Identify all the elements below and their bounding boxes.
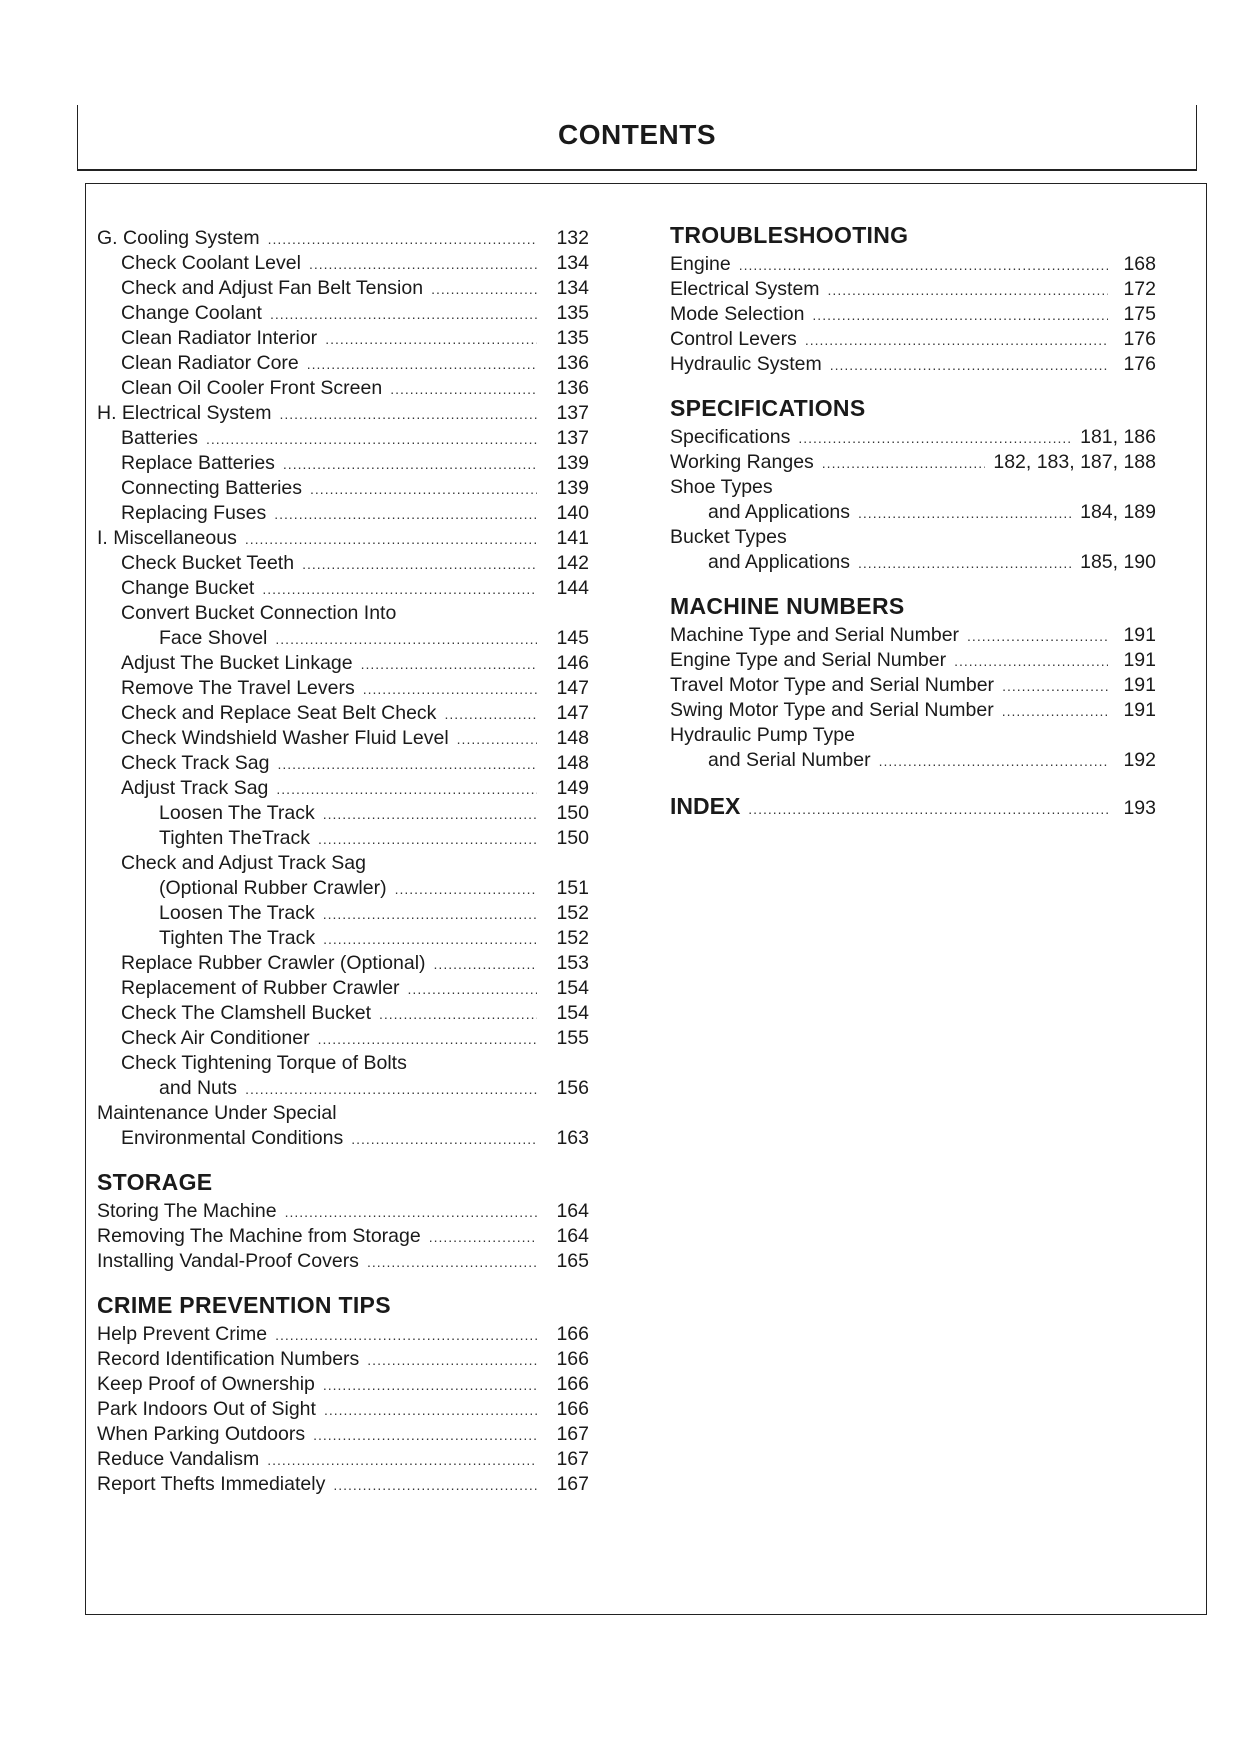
toc-entry-title: Maintenance Under Special: [97, 1102, 337, 1124]
toc-entry: [670, 352, 1156, 377]
dot-leader: [323, 1373, 537, 1398]
toc-entry-title: Engine: [670, 253, 731, 275]
toc-entry: [97, 1249, 589, 1274]
toc-entry-page: 139: [556, 477, 589, 499]
dot-leader: [245, 527, 537, 552]
dot-leader: [262, 577, 537, 602]
toc-entry-title: Keep Proof of Ownership: [97, 1373, 315, 1395]
toc-entry: [97, 651, 589, 676]
dot-leader: [310, 477, 537, 502]
toc-entry-title: Control Levers: [670, 328, 797, 350]
toc-entry: [97, 976, 589, 1001]
toc-entry: [97, 1051, 589, 1076]
toc-entry-page: 172: [1123, 278, 1156, 300]
toc-entry: [97, 626, 589, 651]
toc-entry-title: Connecting Batteries: [121, 477, 303, 499]
dot-leader: [333, 1473, 537, 1498]
dot-leader: [313, 1423, 537, 1448]
toc-entry: [670, 550, 1156, 575]
toc-entry: [97, 1001, 589, 1026]
index-entry: [670, 791, 1156, 821]
toc-entry-page: 152: [556, 927, 589, 949]
dot-leader: [275, 627, 537, 652]
toc-entry: [97, 1447, 589, 1472]
toc-entry-page: 191: [1123, 624, 1156, 646]
toc-entry: [670, 425, 1156, 450]
toc-entry: [670, 450, 1156, 475]
toc-entry-page: 149: [556, 777, 589, 799]
toc-entry: [97, 776, 589, 801]
toc-entry: [97, 551, 589, 576]
toc-entry: [97, 576, 589, 601]
toc-entry-title: Tighten TheTrack: [159, 827, 311, 849]
toc-entry-title: Engine Type and Serial Number: [670, 649, 947, 671]
toc-entry-page: 139: [556, 452, 589, 474]
toc-entry: [97, 1472, 589, 1497]
section-heading: MACHINE NUMBERS: [670, 593, 905, 619]
toc-entry-title: G. Cooling System: [97, 227, 260, 249]
toc-entry-title: Check Air Conditioner: [121, 1027, 310, 1049]
toc-entry-title: Shoe Types: [670, 476, 773, 498]
toc-entry: [97, 1026, 589, 1051]
dot-leader: [1002, 699, 1108, 724]
toc-entry: [670, 525, 1156, 550]
toc-entry-page: 167: [556, 1423, 589, 1445]
toc-entry: [97, 226, 589, 251]
toc-entry-title: Hydraulic System: [670, 353, 822, 375]
dot-leader: [285, 1200, 537, 1225]
toc-entry-page: 166: [556, 1398, 589, 1420]
toc-entry: [97, 951, 589, 976]
toc-entry-title: INDEX: [670, 793, 741, 819]
dot-leader: [739, 253, 1108, 278]
toc-entry-page: 136: [556, 377, 589, 399]
toc-entry-title: Convert Bucket Connection Into: [121, 602, 397, 624]
toc-entry-page: 165: [556, 1250, 589, 1272]
toc-entry: [670, 748, 1156, 773]
toc-entry: [670, 475, 1156, 500]
toc-entry-title: When Parking Outdoors: [97, 1423, 306, 1445]
toc-entry-title: Machine Type and Serial Number: [670, 624, 960, 646]
toc-entry-title: Loosen The Track: [159, 802, 315, 824]
toc-entry-title: Tighten The Track: [159, 927, 316, 949]
toc-entry-title: Help Prevent Crime: [97, 1323, 268, 1345]
dot-leader: [367, 1250, 537, 1275]
dot-leader: [828, 278, 1108, 303]
toc-entry: [97, 276, 589, 301]
toc-entry: [97, 251, 589, 276]
toc-entry: [97, 801, 589, 826]
dot-leader: [805, 328, 1108, 353]
dot-leader: [277, 752, 537, 777]
toc-entry-page: 134: [556, 252, 589, 274]
toc-entry-page: 137: [556, 402, 589, 424]
toc-entry: [97, 751, 589, 776]
toc-entry-title: Check Bucket Teeth: [121, 552, 295, 574]
page-title: CONTENTS: [558, 119, 716, 150]
toc-entry-page: 141: [556, 527, 589, 549]
toc-entry-title: Check Track Sag: [121, 752, 270, 774]
toc-entry-title: Clean Radiator Core: [121, 352, 299, 374]
dot-leader: [822, 451, 986, 476]
dot-leader: [307, 352, 537, 377]
toc-entry-page: 135: [556, 327, 589, 349]
toc-entry-title: Environmental Conditions: [121, 1127, 344, 1149]
toc-entry-page: 176: [1123, 328, 1156, 350]
toc-entry-title: Electrical System: [670, 278, 820, 300]
dot-leader: [812, 303, 1108, 328]
toc-entry: [670, 500, 1156, 525]
toc-entry-page: 137: [556, 427, 589, 449]
dot-leader: [323, 802, 537, 827]
toc-entry-page: 152: [556, 902, 589, 924]
dot-leader: [351, 1127, 537, 1152]
toc-entry: [97, 901, 589, 926]
toc-entry-page: 144: [556, 577, 589, 599]
dot-leader: [858, 551, 1072, 576]
dot-leader: [323, 902, 537, 927]
toc-entry: [670, 302, 1156, 327]
dot-leader: [429, 1225, 537, 1250]
dot-leader: [434, 952, 537, 977]
toc-entry-title: Change Bucket: [121, 577, 255, 599]
dot-leader: [444, 702, 537, 727]
toc-entry: [97, 1101, 589, 1126]
toc-entry: [97, 1372, 589, 1397]
toc-entry-title: Mode Selection: [670, 303, 805, 325]
toc-entry-page: 135: [556, 302, 589, 324]
toc-entry-title: Installing Vandal-Proof Covers: [97, 1250, 359, 1272]
toc-entry-title: Removing The Machine from Storage: [97, 1225, 421, 1247]
toc-entry-page: 164: [556, 1225, 589, 1247]
toc-entry-title: and Nuts: [159, 1077, 238, 1099]
toc-entry-title: Replacement of Rubber Crawler: [121, 977, 400, 999]
toc-entry: [97, 476, 589, 501]
toc-entry-title: Clean Radiator Interior: [121, 327, 318, 349]
dot-leader: [457, 727, 537, 752]
toc-entry-page: 168: [1123, 253, 1156, 275]
toc-entry: [670, 723, 1156, 748]
toc-entry-page: 150: [556, 802, 589, 824]
section-heading: TROUBLESHOOTING: [670, 222, 909, 248]
toc-entry-page: 132: [556, 227, 589, 249]
dot-leader: [267, 1448, 537, 1473]
toc-entry-page: 136: [556, 352, 589, 374]
toc-entry-page: 166: [556, 1323, 589, 1345]
toc-entry: [97, 526, 589, 551]
toc-entry-title: (Optional Rubber Crawler): [159, 877, 387, 899]
toc-entry: [97, 926, 589, 951]
toc-entry-page: 191: [1123, 649, 1156, 671]
dot-leader: [367, 1348, 537, 1373]
toc-entry-title: Check Tightening Torque of Bolts: [121, 1052, 407, 1074]
dot-leader: [830, 353, 1108, 378]
toc-entry-title: Reduce Vandalism: [97, 1448, 260, 1470]
left-column: [97, 226, 589, 1497]
dot-leader: [324, 1398, 537, 1423]
dot-leader: [858, 501, 1072, 526]
dot-leader: [309, 252, 537, 277]
toc-entry: [97, 851, 589, 876]
toc-entry-title: Replacing Fuses: [121, 502, 267, 524]
dot-leader: [954, 649, 1108, 674]
toc-entry: [670, 623, 1156, 648]
toc-entry-title: Record Identification Numbers: [97, 1348, 360, 1370]
dot-leader: [268, 227, 537, 252]
toc-entry-title: Adjust Track Sag: [121, 777, 269, 799]
toc-entry: [97, 601, 589, 626]
toc-entry-page: 148: [556, 727, 589, 749]
toc-entry-title: and Serial Number: [708, 749, 871, 771]
toc-entry-page: 182, 183, 187, 188: [993, 451, 1156, 473]
dot-leader: [302, 552, 537, 577]
dot-leader: [879, 749, 1108, 774]
section-heading: CRIME PREVENTION TIPS: [97, 1292, 391, 1318]
toc-entry-title: Hydraulic Pump Type: [670, 724, 855, 746]
toc-entry-title: Storing The Machine: [97, 1200, 277, 1222]
toc-entry-page: 175: [1123, 303, 1156, 325]
toc-entry-title: Travel Motor Type and Serial Number: [670, 674, 995, 696]
dot-leader: [274, 502, 537, 527]
toc-entry-page: 150: [556, 827, 589, 849]
toc-entry: [97, 351, 589, 376]
toc-entry: [97, 1397, 589, 1422]
toc-entry: [97, 826, 589, 851]
toc-entry-title: Check The Clamshell Bucket: [121, 1002, 371, 1024]
right-column: [670, 220, 1156, 821]
dot-leader: [206, 427, 537, 452]
toc-entry-title: Working Ranges: [670, 451, 814, 473]
toc-entry: [670, 277, 1156, 302]
toc-entry: [670, 648, 1156, 673]
toc-entry-title: Replace Rubber Crawler (Optional): [121, 952, 426, 974]
toc-entry-title: Face Shovel: [159, 627, 268, 649]
toc-entry-page: 140: [556, 502, 589, 524]
toc-entry-title: Swing Motor Type and Serial Number: [670, 699, 994, 721]
toc-entry-page: 184, 189: [1080, 501, 1156, 523]
toc-entry: [97, 501, 589, 526]
toc-entry-page: 164: [556, 1200, 589, 1222]
toc-entry: [670, 698, 1156, 723]
toc-entry-page: 145: [556, 627, 589, 649]
dot-leader: [270, 302, 537, 327]
toc-entry-page: 163: [556, 1127, 589, 1149]
toc-entry-title: and Applications: [708, 551, 851, 573]
toc-entry-title: Report Thefts Immediately: [97, 1473, 326, 1495]
dot-leader: [748, 794, 1108, 824]
toc-entry-page: 142: [556, 552, 589, 574]
dot-leader: [279, 402, 537, 427]
toc-entry: [670, 252, 1156, 277]
toc-entry-title: Check and Replace Seat Belt Check: [121, 702, 437, 724]
toc-entry-page: 156: [556, 1077, 589, 1099]
dot-leader: [431, 277, 537, 302]
toc-entry-title: Check Coolant Level: [121, 252, 301, 274]
toc-entry-page: 154: [556, 1002, 589, 1024]
toc-entry-title: Replace Batteries: [121, 452, 275, 474]
toc-entry-title: Clean Oil Cooler Front Screen: [121, 377, 383, 399]
toc-entry-page: 151: [556, 877, 589, 899]
toc-entry-page: 192: [1123, 749, 1156, 771]
toc-entry-page: 167: [556, 1473, 589, 1495]
toc-entry-page: 167: [556, 1448, 589, 1470]
toc-entry-title: I. Miscellaneous: [97, 527, 237, 549]
toc-entry: [97, 426, 589, 451]
dot-leader: [318, 1027, 537, 1052]
toc-entry-title: Remove The Travel Levers: [121, 677, 355, 699]
toc-entry-title: Check and Adjust Track Sag: [121, 852, 366, 874]
toc-entry: [97, 401, 589, 426]
dot-leader: [363, 677, 537, 702]
toc-entry-page: 191: [1123, 674, 1156, 696]
toc-entry-title: H. Electrical System: [97, 402, 272, 424]
toc-entry: [97, 1199, 589, 1224]
toc-entry-page: 185, 190: [1080, 551, 1156, 573]
toc-entry: [97, 1322, 589, 1347]
dot-leader: [395, 877, 537, 902]
toc-entry: [97, 876, 589, 901]
toc-entry-title: Loosen The Track: [159, 902, 315, 924]
dot-leader: [275, 1323, 537, 1348]
toc-entry-title: Bucket Types: [670, 526, 787, 548]
toc-entry: [97, 451, 589, 476]
toc-entry: [97, 1347, 589, 1372]
dot-leader: [361, 652, 537, 677]
toc-entry: [97, 301, 589, 326]
toc-entry: [670, 673, 1156, 698]
toc-entry: [670, 327, 1156, 352]
toc-entry-title: Batteries: [121, 427, 198, 449]
header-box: [77, 105, 1197, 171]
toc-entry: [97, 1422, 589, 1447]
dot-leader: [379, 1002, 537, 1027]
toc-entry-page: 166: [556, 1373, 589, 1395]
toc-entry-title: Adjust The Bucket Linkage: [121, 652, 353, 674]
toc-entry: [97, 326, 589, 351]
toc-entry: [97, 726, 589, 751]
toc-entry-title: and Applications: [708, 501, 851, 523]
toc-entry-page: 181, 186: [1080, 426, 1156, 448]
toc-entry-page: 147: [556, 702, 589, 724]
toc-entry-title: Park Indoors Out of Sight: [97, 1398, 316, 1420]
toc-entry: [97, 1126, 589, 1151]
dot-leader: [408, 977, 537, 1002]
toc-entry: [97, 376, 589, 401]
toc-entry-page: 148: [556, 752, 589, 774]
toc-entry-page: 155: [556, 1027, 589, 1049]
toc-entry-page: 147: [556, 677, 589, 699]
section-heading: STORAGE: [97, 1169, 213, 1195]
toc-entry: [97, 1224, 589, 1249]
dot-leader: [967, 624, 1108, 649]
toc-entry-page: 193: [1123, 797, 1156, 819]
toc-entry-page: 146: [556, 652, 589, 674]
toc-entry: [97, 1076, 589, 1101]
toc-entry-page: 176: [1123, 353, 1156, 375]
toc-entry-title: Change Coolant: [121, 302, 262, 324]
dot-leader: [323, 927, 537, 952]
toc-entry: [97, 676, 589, 701]
toc-entry-page: 153: [556, 952, 589, 974]
toc-entry-title: Check Windshield Washer Fluid Level: [121, 727, 449, 749]
toc-entry-page: 134: [556, 277, 589, 299]
dot-leader: [390, 377, 537, 402]
toc-entry-page: 191: [1123, 699, 1156, 721]
dot-leader: [1002, 674, 1108, 699]
toc-entry-page: 166: [556, 1348, 589, 1370]
toc-entry-page: 154: [556, 977, 589, 999]
dot-leader: [798, 426, 1072, 451]
toc-entry-title: Specifications: [670, 426, 791, 448]
section-heading: SPECIFICATIONS: [670, 395, 866, 421]
dot-leader: [283, 452, 537, 477]
toc-entry: [97, 701, 589, 726]
toc-entry-title: Check and Adjust Fan Belt Tension: [121, 277, 424, 299]
dot-leader: [245, 1077, 537, 1102]
dot-leader: [318, 827, 537, 852]
dot-leader: [325, 327, 537, 352]
dot-leader: [276, 777, 537, 802]
